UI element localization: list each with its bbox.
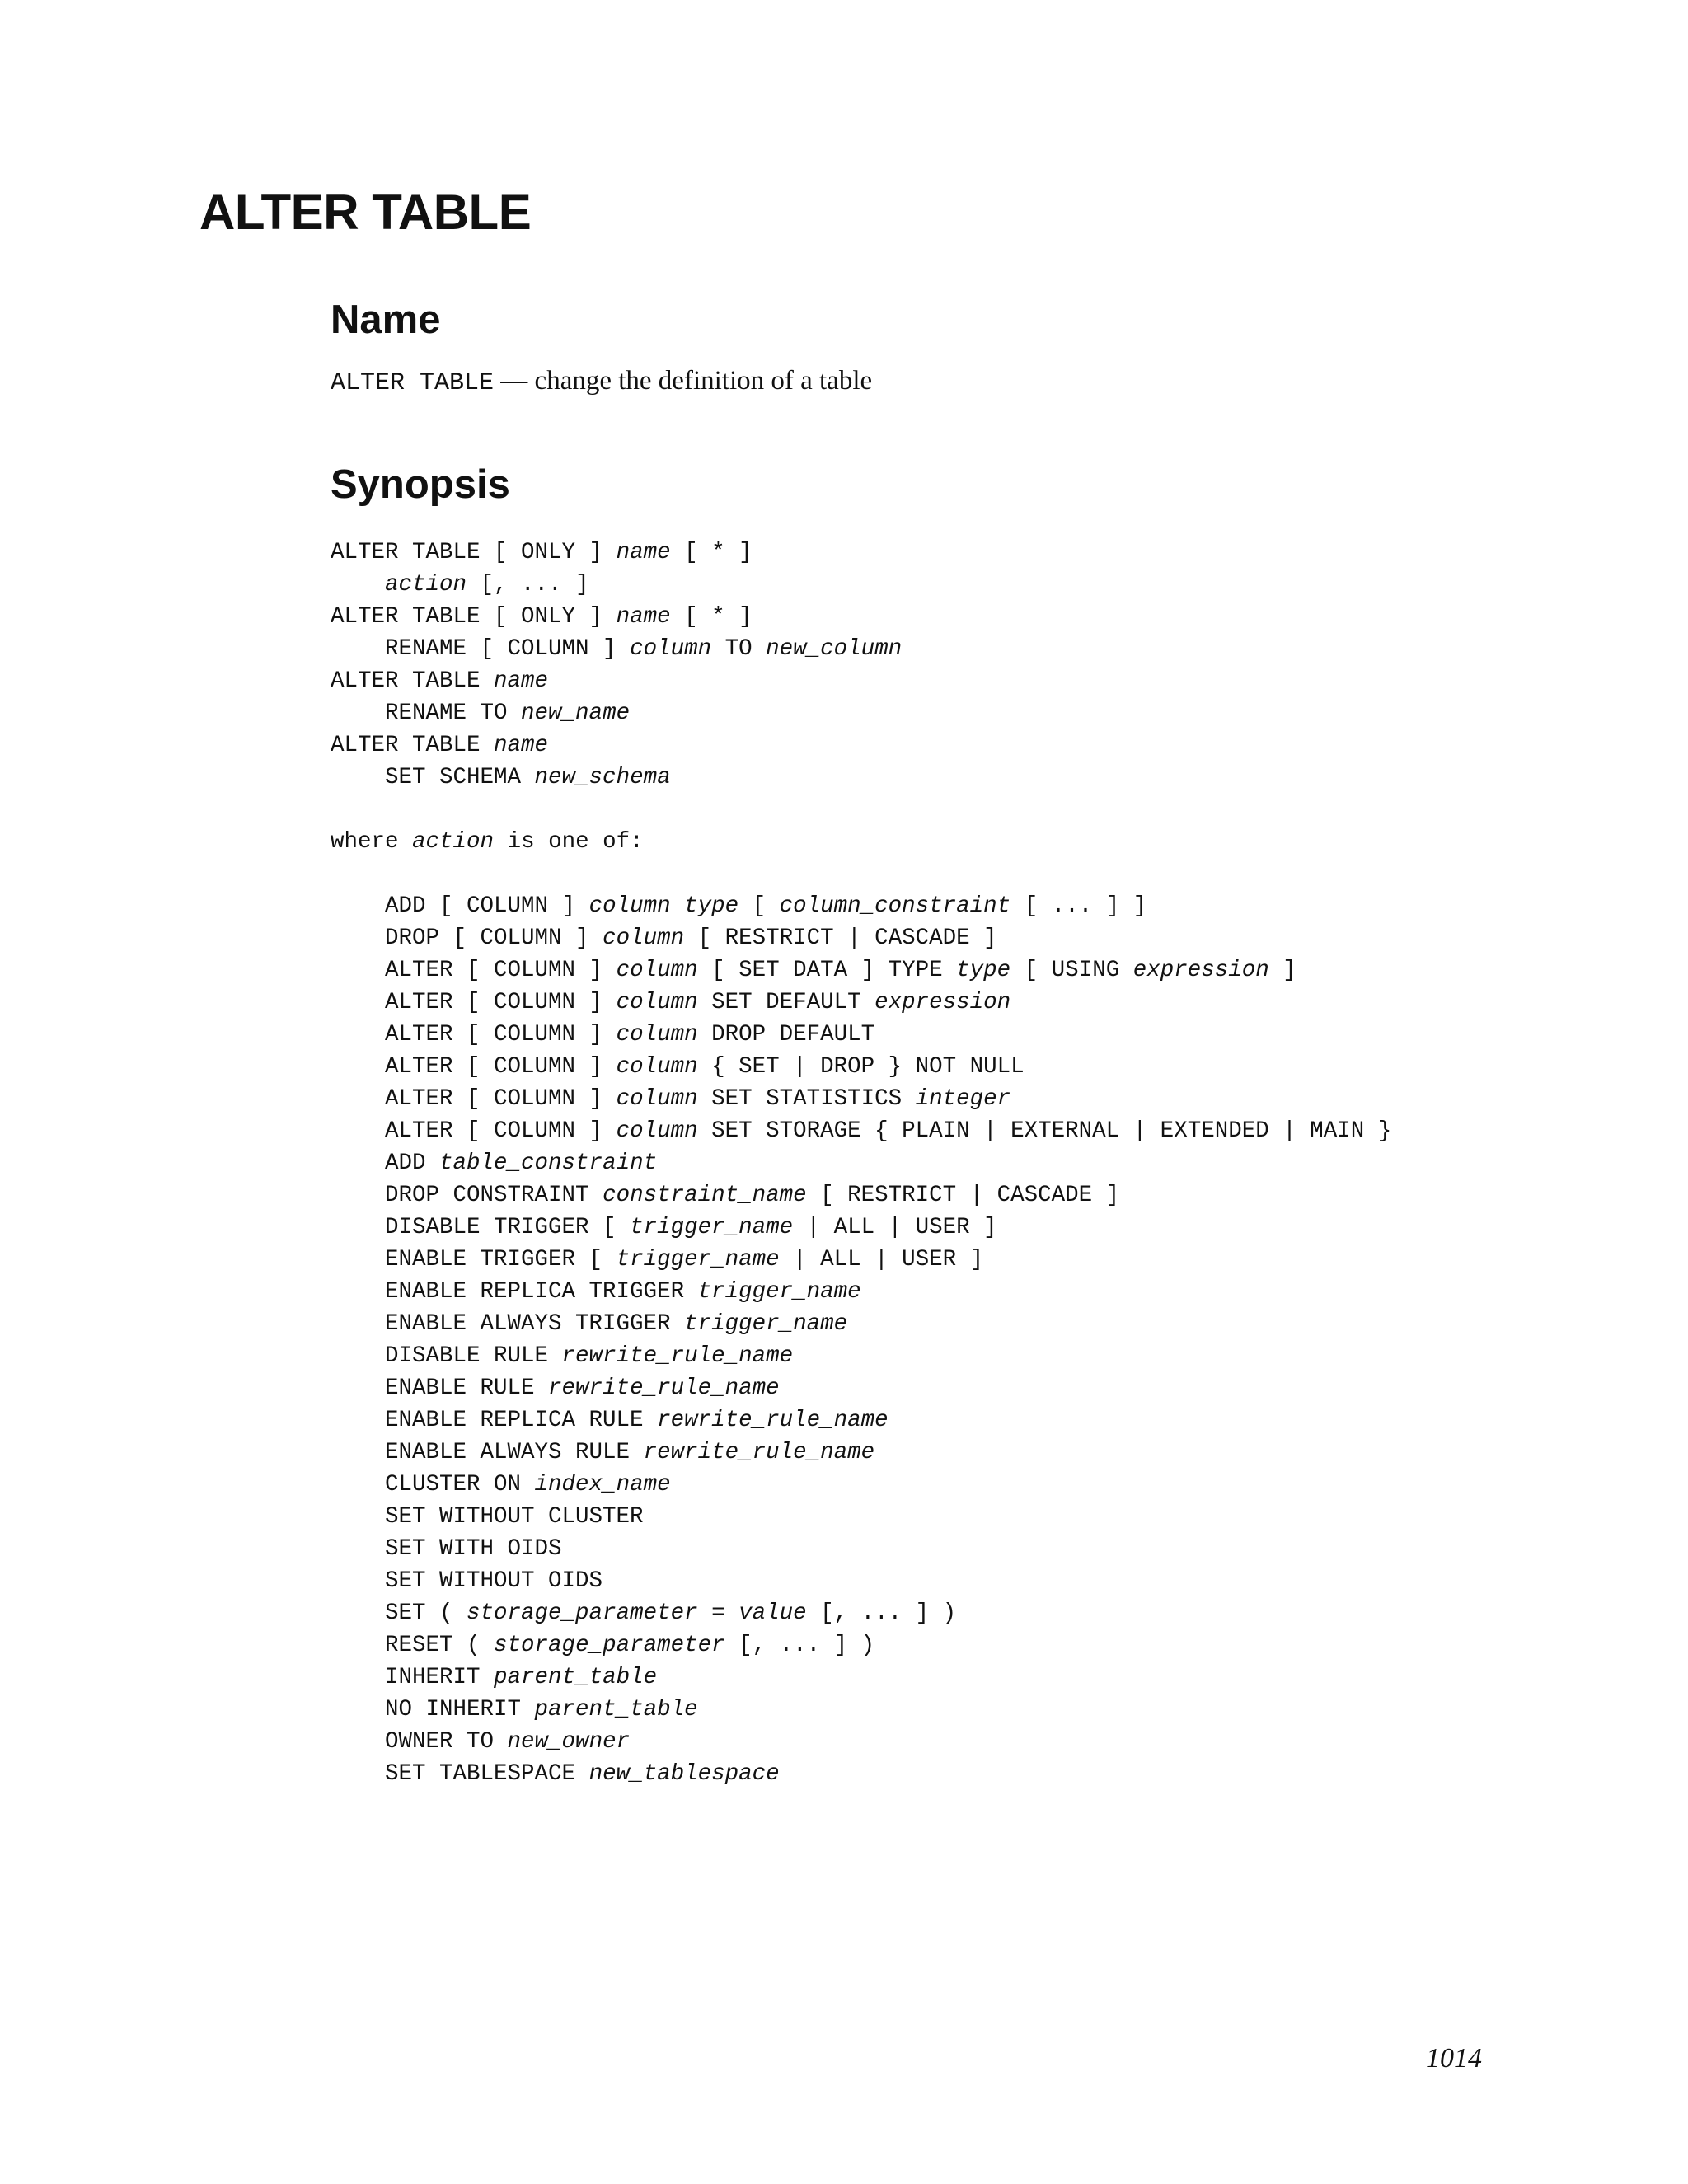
synopsis-line — [331, 762, 1391, 794]
synopsis-line — [331, 1501, 1391, 1533]
synopsis-keyword-text: [ SET DATA ] TYPE — [697, 958, 957, 983]
synopsis-keyword-text: | ALL | USER ] — [793, 1215, 997, 1240]
synopsis-keyword-text: [, ... ] ) — [724, 1633, 875, 1658]
name-section-heading: Name — [331, 298, 441, 342]
synopsis-line — [331, 922, 1391, 954]
synopsis-keyword-text: DISABLE RULE — [331, 1343, 562, 1369]
synopsis-line — [331, 633, 1391, 665]
synopsis-keyword-text: SET STATISTICS — [697, 1086, 916, 1112]
synopsis-line — [331, 1469, 1391, 1501]
synopsis-placeholder: table_constraint — [439, 1151, 658, 1176]
synopsis-placeholder: parent_table — [494, 1665, 658, 1690]
synopsis-line — [331, 537, 1391, 569]
synopsis-keyword-text: ALTER [ COLUMN ] — [331, 1118, 617, 1144]
synopsis-placeholder: column — [630, 636, 712, 662]
synopsis-line — [331, 1212, 1391, 1244]
synopsis-keyword-text: [ RESTRICT | CASCADE ] — [806, 1183, 1120, 1208]
synopsis-line — [331, 1244, 1391, 1276]
synopsis-placeholder: new_name — [521, 701, 631, 726]
synopsis-placeholder: rewrite_rule_name — [643, 1440, 875, 1465]
synopsis-line — [331, 1694, 1391, 1726]
synopsis-keyword-text: SET SCHEMA — [331, 765, 535, 790]
synopsis-keyword-text: = — [697, 1601, 739, 1626]
synopsis-placeholder: column — [603, 926, 685, 951]
synopsis-keyword-text: ALTER [ COLUMN ] — [331, 1086, 617, 1112]
synopsis-keyword-text: INHERIT — [331, 1665, 495, 1690]
synopsis-line — [331, 697, 1391, 729]
page-number: 1014 — [1426, 2043, 1482, 2074]
synopsis-keyword-text: SET ( — [331, 1601, 467, 1626]
synopsis-line — [331, 729, 1391, 762]
synopsis-placeholder: type — [684, 893, 739, 919]
synopsis-keyword-text: NO INHERIT — [331, 1697, 535, 1722]
synopsis-placeholder: column — [616, 1086, 698, 1112]
synopsis-line — [331, 890, 1391, 922]
synopsis-placeholder: trigger_name — [697, 1279, 861, 1305]
synopsis-line — [331, 1276, 1391, 1308]
synopsis-keyword-text: DISABLE TRIGGER [ — [331, 1215, 631, 1240]
synopsis-line — [331, 954, 1391, 987]
synopsis-placeholder: column — [616, 1022, 698, 1047]
synopsis-section-heading: Synopsis — [331, 462, 510, 507]
synopsis-line — [331, 1179, 1391, 1212]
synopsis-keyword-text: TO — [711, 636, 767, 662]
synopsis-keyword-text: ALTER [ COLUMN ] — [331, 1022, 617, 1047]
synopsis-line — [331, 1083, 1391, 1115]
synopsis-placeholder: storage_parameter — [467, 1601, 698, 1626]
synopsis-keyword-text: SET TABLESPACE — [331, 1761, 589, 1787]
synopsis-keyword-text: SET STORAGE { PLAIN | EXTERNAL | EXTENDED | MAIN } — [697, 1118, 1392, 1144]
synopsis-placeholder: column — [588, 893, 671, 919]
synopsis-line — [331, 1147, 1391, 1179]
synopsis-line — [331, 1436, 1391, 1469]
synopsis-keyword-text: is one of: — [494, 829, 644, 855]
synopsis-placeholder: name — [494, 668, 549, 694]
synopsis-keyword-text: ADD [ COLUMN ] — [331, 893, 589, 919]
refname-purpose: change the definition of a table — [534, 366, 873, 396]
synopsis-keyword-text: ENABLE ALWAYS RULE — [331, 1440, 644, 1465]
synopsis-placeholder: integer — [915, 1086, 1011, 1112]
synopsis-code-block — [331, 537, 1391, 1790]
synopsis-line — [331, 1597, 1391, 1629]
synopsis-line — [331, 569, 1391, 601]
synopsis-placeholder: column_constraint — [779, 893, 1011, 919]
synopsis-line — [331, 987, 1391, 1019]
synopsis-line — [331, 1372, 1391, 1404]
synopsis-placeholder: trigger_name — [616, 1247, 780, 1272]
synopsis-line — [331, 665, 1391, 697]
synopsis-placeholder: trigger_name — [630, 1215, 794, 1240]
synopsis-keyword-text: ALTER TABLE — [331, 668, 495, 694]
synopsis-line — [331, 1629, 1391, 1661]
synopsis-keyword-text: OWNER TO — [331, 1729, 508, 1755]
synopsis-line — [331, 1051, 1391, 1083]
synopsis-placeholder: name — [616, 540, 671, 565]
synopsis-line — [331, 1308, 1391, 1340]
synopsis-keyword-text: | ALL | USER ] — [779, 1247, 984, 1272]
synopsis-placeholder: new_owner — [507, 1729, 631, 1755]
synopsis-keyword-text: ENABLE REPLICA TRIGGER — [331, 1279, 698, 1305]
synopsis-placeholder: column — [616, 990, 698, 1015]
synopsis-line — [331, 1565, 1391, 1597]
synopsis-line — [331, 1404, 1391, 1436]
synopsis-line — [331, 1115, 1391, 1147]
synopsis-line — [331, 1758, 1391, 1790]
synopsis-keyword-text: CLUSTER ON — [331, 1472, 535, 1497]
synopsis-keyword-text: [ RESTRICT | CASCADE ] — [684, 926, 997, 951]
synopsis-placeholder: rewrite_rule_name — [657, 1408, 889, 1433]
synopsis-keyword-text: [, ... ] — [467, 572, 589, 598]
synopsis-placeholder: new_tablespace — [588, 1761, 780, 1787]
synopsis-keyword-text: ADD — [331, 1151, 440, 1176]
refname-dash: — — [494, 366, 535, 396]
synopsis-line — [331, 601, 1391, 633]
synopsis-keyword-text: [, ... ] ) — [806, 1601, 957, 1626]
synopsis-keyword-text: SET WITH OIDS — [331, 1536, 562, 1562]
synopsis-line — [331, 1661, 1391, 1694]
synopsis-line — [331, 1019, 1391, 1051]
synopsis-placeholder: rewrite_rule_name — [548, 1376, 780, 1401]
synopsis-blank-line — [331, 794, 1391, 826]
synopsis-keyword-text: [ — [738, 893, 780, 919]
synopsis-keyword-text: where — [331, 829, 413, 855]
synopsis-placeholder: action — [385, 572, 467, 598]
synopsis-keyword-text: ALTER [ COLUMN ] — [331, 1054, 617, 1080]
synopsis-placeholder: expression — [874, 990, 1011, 1015]
synopsis-keyword-text: ENABLE TRIGGER [ — [331, 1247, 617, 1272]
refname-line — [331, 363, 872, 401]
synopsis-line — [331, 1533, 1391, 1565]
synopsis-blank-line — [331, 858, 1391, 890]
synopsis-keyword-text: SET DEFAULT — [697, 990, 875, 1015]
synopsis-keyword-text: { SET | DROP } NOT NULL — [697, 1054, 1025, 1080]
synopsis-placeholder: type — [956, 958, 1011, 983]
synopsis-keyword-text: [ * ] — [670, 540, 753, 565]
synopsis-keyword-text: SET WITHOUT CLUSTER — [331, 1504, 644, 1530]
synopsis-placeholder: storage_parameter — [494, 1633, 725, 1658]
synopsis-line — [331, 1726, 1391, 1758]
synopsis-keyword-text: ENABLE ALWAYS TRIGGER — [331, 1311, 685, 1337]
synopsis-keyword-text: ALTER [ COLUMN ] — [331, 958, 617, 983]
synopsis-keyword-text: ALTER [ COLUMN ] — [331, 990, 617, 1015]
synopsis-keyword-text: RENAME [ COLUMN ] — [331, 636, 631, 662]
refname-command: ALTER TABLE — [331, 369, 495, 397]
synopsis-keyword-text — [331, 572, 385, 598]
synopsis-placeholder: value — [738, 1601, 807, 1626]
synopsis-placeholder: new_column — [766, 636, 903, 662]
page-title: ALTER TABLE — [199, 185, 532, 240]
synopsis-placeholder: name — [616, 604, 671, 630]
synopsis-keyword-text: ENABLE RULE — [331, 1376, 549, 1401]
synopsis-line — [331, 1340, 1391, 1372]
synopsis-placeholder: rewrite_rule_name — [561, 1343, 794, 1369]
synopsis-keyword-text: [ * ] — [670, 604, 753, 630]
synopsis-keyword-text: DROP CONSTRAINT — [331, 1183, 603, 1208]
synopsis-placeholder: new_schema — [534, 765, 671, 790]
synopsis-placeholder: column — [616, 1118, 698, 1144]
synopsis-keyword-text: SET WITHOUT OIDS — [331, 1568, 603, 1594]
synopsis-keyword-text: ENABLE REPLICA RULE — [331, 1408, 658, 1433]
synopsis-placeholder: index_name — [534, 1472, 671, 1497]
synopsis-keyword-text: DROP DEFAULT — [697, 1022, 875, 1047]
synopsis-placeholder: expression — [1132, 958, 1269, 983]
synopsis-keyword-text: [ USING — [1010, 958, 1133, 983]
synopsis-keyword-text: DROP [ COLUMN ] — [331, 926, 603, 951]
synopsis-keyword-text: ] — [1268, 958, 1296, 983]
synopsis-placeholder: parent_table — [534, 1697, 698, 1722]
synopsis-placeholder: column — [616, 1054, 698, 1080]
synopsis-keyword-text: RENAME TO — [331, 701, 522, 726]
synopsis-keyword-text — [671, 893, 685, 919]
synopsis-placeholder: constraint_name — [603, 1183, 807, 1208]
synopsis-keyword-text: ALTER TABLE — [331, 733, 495, 758]
synopsis-placeholder: trigger_name — [684, 1311, 848, 1337]
synopsis-keyword-text: [ ... ] ] — [1010, 893, 1147, 919]
synopsis-line — [331, 826, 1391, 858]
synopsis-keyword-text: RESET ( — [331, 1633, 495, 1658]
synopsis-placeholder: action — [412, 829, 495, 855]
synopsis-keyword-text: ALTER TABLE [ ONLY ] — [331, 604, 617, 630]
synopsis-placeholder: column — [616, 958, 698, 983]
synopsis-placeholder: name — [494, 733, 549, 758]
synopsis-keyword-text: ALTER TABLE [ ONLY ] — [331, 540, 617, 565]
